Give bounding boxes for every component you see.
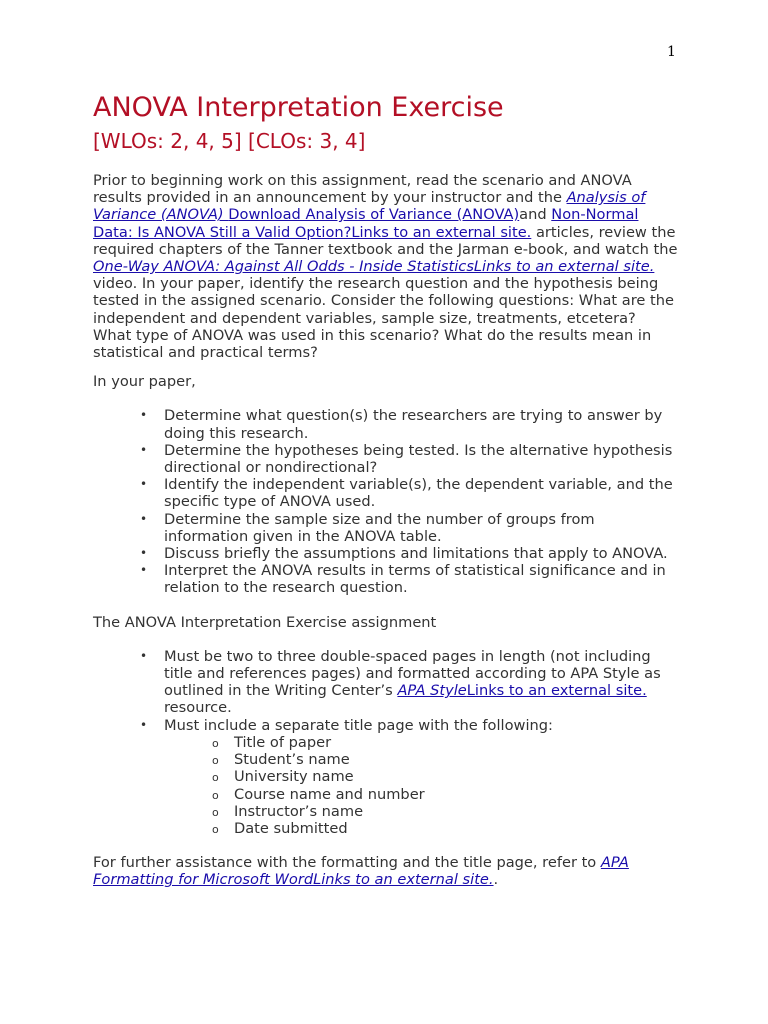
anova-article-link[interactable]: Analysis of Variance (ANOVA) — [93, 189, 646, 224]
closing-text: . — [493, 871, 499, 889]
title-page-items-list — [164, 734, 678, 837]
assignment-intro: The ANOVA Interpretation Exercise assignment — [93, 613, 437, 631]
intro-text: video. In your paper, identify the research question and the hypothesis being tested in the assigned scenario. Consider the following questions: What are the independent and dependent variables, sample size, treatments, etcetera? What type of ANOVA was used in this scenario? What do the results mean in statistical and practical terms? — [93, 275, 674, 362]
intro-text: Prior to beginning work on this assignment, read the scenario and ANOVA results provided in an announcement by your instructor and the — [93, 172, 632, 207]
anova-download-link[interactable]: Download Analysis of Variance (ANOVA) — [228, 206, 520, 224]
document-body — [93, 90, 678, 889]
list-item — [164, 648, 678, 717]
list-item: • Determine the sample size and the number of groups from information given in the ANOVA table. — [164, 511, 678, 545]
sub-list-item: o Instructor’s name — [234, 803, 678, 820]
list-item: • Interpret the ANOVA results in terms of statistical significance and in relation to the research question. — [164, 562, 678, 596]
sub-list-item: o Student’s name — [234, 751, 678, 768]
in-your-paper-label: In your paper, — [93, 373, 196, 391]
sub-list-item: o Date submitted — [234, 820, 678, 837]
non-normal-data-link[interactable]: Non-Normal Data: Is ANOVA Still a Valid Option?Links to an external site. — [93, 206, 639, 241]
intro-text: and — [519, 206, 552, 224]
page-subtitle: [WLOs: 2, 4, 5] [CLOs: 3, 4] — [93, 129, 366, 153]
sub-list-item: o Course name and number — [234, 786, 678, 803]
item-text: Must include a separate title page with the following: — [164, 716, 553, 734]
apa-formatting-word-link[interactable]: APA Formatting for Microsoft WordLinks to an external site. — [93, 854, 629, 889]
list-item — [164, 717, 678, 837]
intro-paragraph — [93, 172, 678, 361]
apa-style-link[interactable]: APA Style — [397, 682, 467, 700]
list-item: • Identify the independent variable(s), the dependent variable, and the specific type of ANOVA used. — [164, 476, 678, 510]
page-title: ANOVA Interpretation Exercise — [93, 92, 504, 123]
paper-requirements-list — [93, 407, 678, 596]
item-text: Must be two to three double-spaced pages in length (not including title and references pages) and formatted according to APA Style as outlined in the Writing Center’s — [164, 647, 661, 700]
intro-text: articles, review the required chapters of the Tanner textbook and the Jarman e-book, and watch the — [93, 223, 678, 258]
one-way-anova-video-link[interactable]: One-Way ANOVA: Against All Odds - Inside StatisticsLinks to an external site. — [93, 258, 655, 276]
list-item: • Determine what question(s) the researchers are trying to answer by doing this research. — [164, 407, 678, 441]
list-item: • Determine the hypotheses being tested. Is the alternative hypothesis directional or nondirectional? — [164, 442, 678, 476]
closing-paragraph — [93, 854, 678, 888]
closing-text: For further assistance with the formatting and the title page, refer to — [93, 854, 601, 872]
item-text: resource. — [164, 699, 232, 717]
assignment-requirements-list — [93, 648, 678, 837]
external-site-link[interactable]: Links to an external site. — [466, 682, 647, 700]
list-item: • Discuss briefly the assumptions and limitations that apply to ANOVA. — [164, 545, 678, 562]
sub-list-item: o Title of paper — [234, 734, 678, 751]
sub-list-item: o University name — [234, 768, 678, 785]
page-number: 1 — [667, 44, 676, 60]
